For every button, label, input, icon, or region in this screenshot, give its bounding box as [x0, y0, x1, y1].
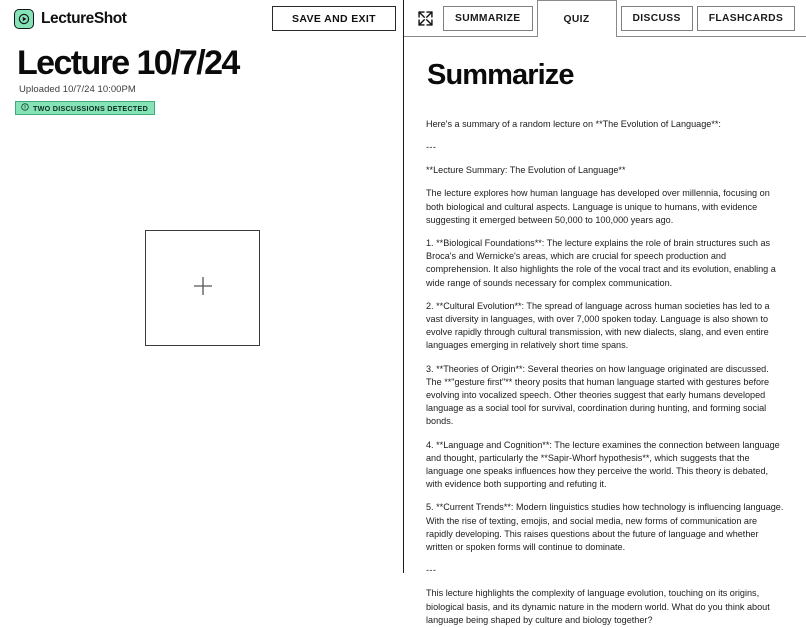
tab-flashcards[interactable]: FLASHCARDS [697, 6, 795, 31]
tool-right-panel [404, 0, 806, 625]
expand-arrows-icon[interactable] [410, 0, 440, 36]
summary-paragraph: 4. **Language and Cognition**: The lecture examines the connection between language and thought, particularly the **Sapir-Whorf hypothesis**, which suggests that the language one speaks influences how they perceive the world. This theory is debated, with evidence both supporting and refuting it. [426, 439, 780, 490]
summary-paragraph: --- [426, 141, 437, 152]
summary-text-body [426, 118, 784, 627]
plus-icon [192, 275, 214, 302]
summary-paragraph: --- [426, 565, 437, 576]
save-and-exit-button[interactable]: SAVE AND EXIT [272, 6, 396, 31]
summary-paragraph: 3. **Theories of Origin**: Several theories on how language originated are discussed. The **"gesture first"** theory posits that human language started with gestures before evolving into vocalized speech. Other theories suggest that early humans developed language as a social tool for survival, coordination during hunting, and forming social bonds. [426, 363, 770, 427]
add-media-box[interactable] [145, 230, 260, 346]
tab-discuss[interactable]: DISCUSS [621, 6, 693, 31]
summary-paragraph: This lecture highlights the complexity of language evolution, touching on its origins, biological basis, and its dynamic nature in the modern world. What do you think about language being shaped by culture and biology together? [426, 588, 770, 625]
summary-paragraph: 5. **Current Trends**: Modern linguistics studies how technology is influencing language. With the rise of texting, emojis, and social media, new forms of communication are rapidly developing. This raises questions about the future of language and whether written or spoken forms will continue to dominate. [426, 502, 784, 552]
play-logo-icon [14, 9, 34, 29]
tab-summarize[interactable]: SUMMARIZE [443, 6, 533, 31]
lecture-title: Lecture 10/7/24 [17, 44, 239, 82]
discussions-detected-label: TWO DISCUSSIONS DETECTED [33, 103, 149, 113]
summary-paragraph: The lecture explores how human language has developed over millennia, focusing on both biological and cultural aspects. Language is unique to humans, with evidence suggesting it emerged between 50,000 to 100,000 years ago. [426, 188, 770, 225]
tab-bar [404, 0, 806, 37]
summary-paragraph: 1. **Biological Foundations**: The lecture explains the role of brain structures such as Broca's and Wernicke's areas, which are crucial for speech production and comprehension. It also highlights the role of the vocal tract and its evolution, enabling a wide range of sounds necessary for complex communication. [426, 237, 776, 288]
brand-name: LectureShot [41, 10, 127, 27]
brand-logo[interactable] [14, 9, 126, 29]
discussions-detected-badge[interactable] [15, 101, 155, 115]
tab-quiz[interactable]: QUIZ [537, 0, 617, 37]
summary-paragraph: Here's a summary of a random lecture on **The Evolution of Language**: [426, 118, 721, 129]
summary-paragraph: **Lecture Summary: The Evolution of Language** [426, 165, 626, 176]
tab-content-panel [404, 36, 806, 625]
content-title: Summarize [427, 58, 574, 91]
summary-paragraph: 2. **Cultural Evolution**: The spread of language across human societies has led to a vast diversity in languages, with over 7,000 spoken today. Language is also shown to evolve rapidly through cultural transmission, with new dialects, slang, and even entire languages emerging in relatively short time spans. [426, 300, 770, 351]
uploaded-timestamp: Uploaded 10/7/24 10:00PM [19, 84, 136, 95]
lecture-left-panel [0, 0, 404, 573]
alert-circle-icon [21, 103, 29, 113]
